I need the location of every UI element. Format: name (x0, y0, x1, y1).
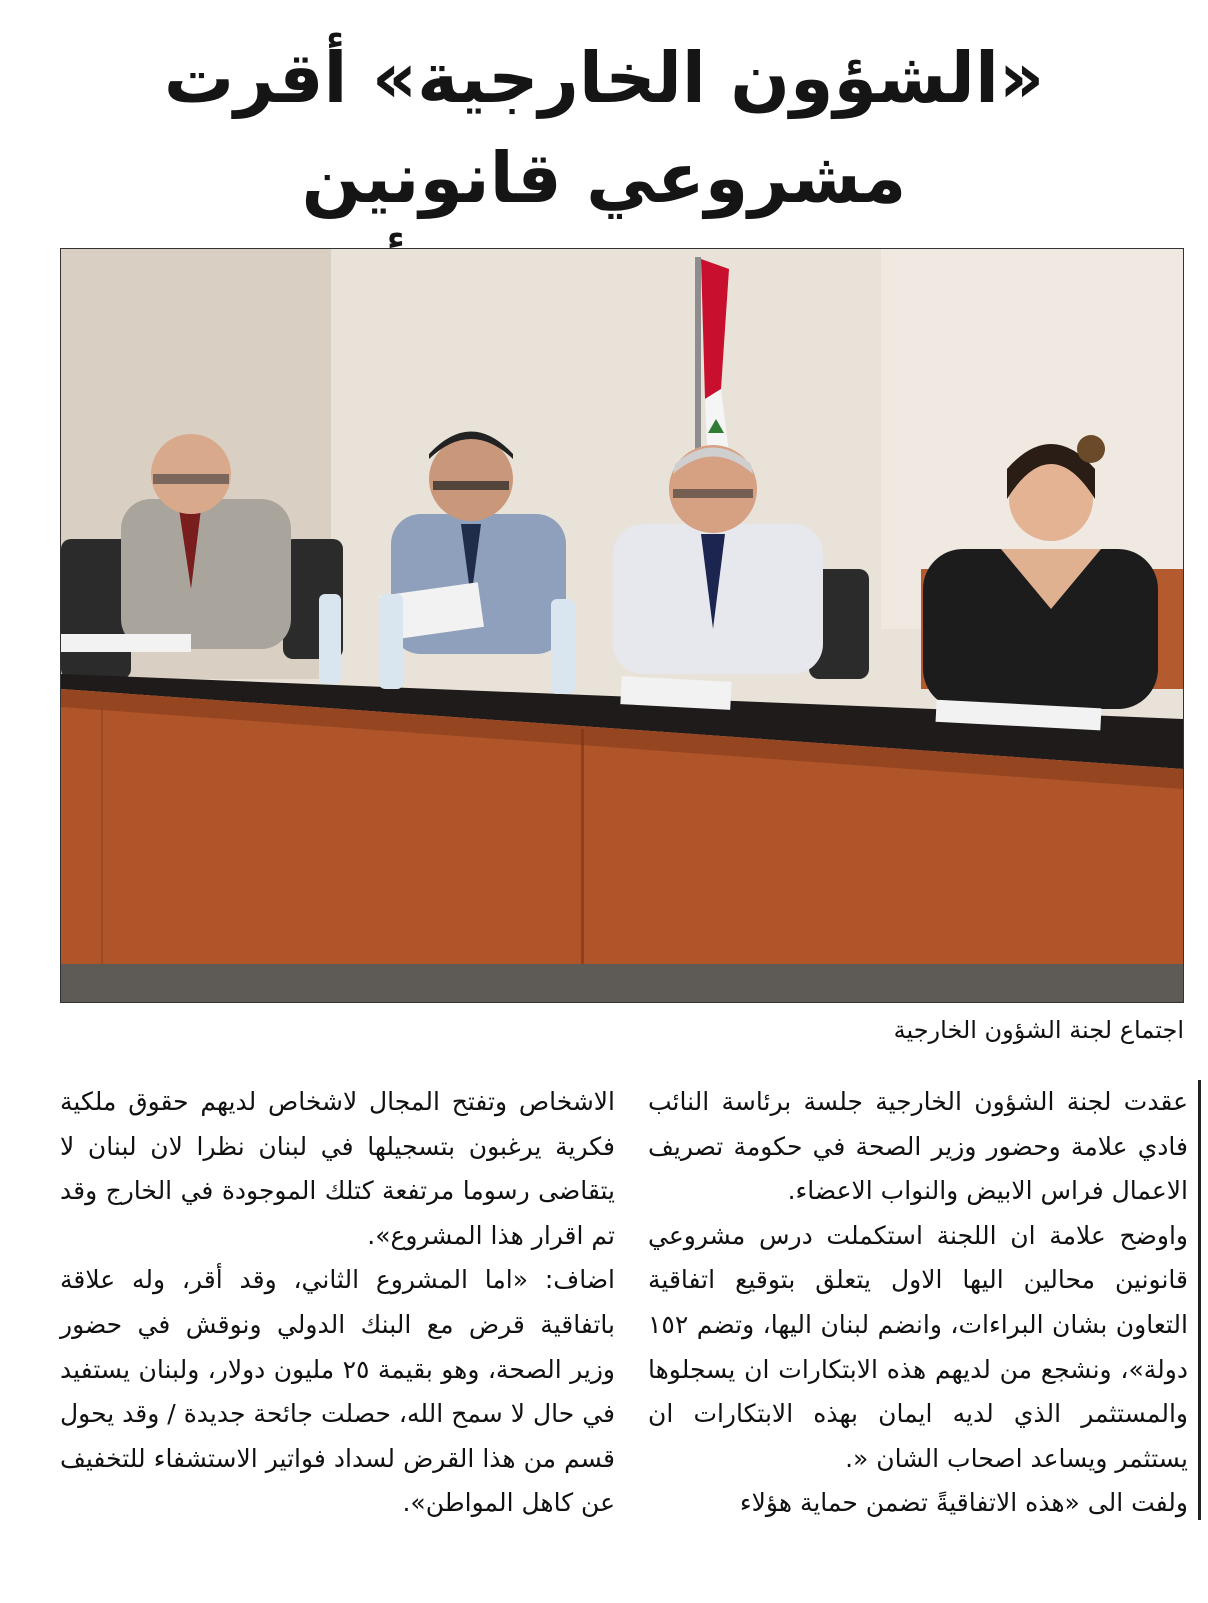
chair (61, 539, 131, 679)
paper (620, 676, 731, 710)
headline-line-1: «الشؤون الخارجية» أقرت مشروعي قانونين (163, 37, 1045, 219)
paragraph: اضاف: «اما المشروع الثاني، وقد أقر، وله علاقة باتفاقية قرض مع البنك الدولي ونوقش في حضور وزير الصحة، وهو بقيمة ٢٥ مليون دولار، ولبنان يستفيد في حال لا سمح الله، حصلت جائحة جديدة / وقد يحول قسم من هذا القرض لسداد فواتير الاستشفاء للتخفيف عن كاهل المواطن». (60, 1265, 616, 1518)
photo-caption: اجتماع لجنة الشؤون الخارجية (893, 1016, 1184, 1044)
water-bottle (551, 599, 575, 694)
article-column-right (648, 1080, 1188, 1526)
meeting-photo (60, 248, 1184, 1003)
floor (61, 964, 1183, 1002)
paragraph: الاشخاص وتفتح المجال لاشخاص لديهم حقوق ملكية فكرية يرغبون بتسجيلها في لبنان نظرا لان لبنان لا يتقاضى رسوما مرتفعة كتلك الموجودة في الخارج وقد تم اقرار هذا المشروع». (60, 1087, 615, 1250)
water-bottle (379, 594, 403, 689)
article-column-left (60, 1080, 615, 1526)
paragraph: ولفت الى «هذه الاتفاقيةً تضمن حماية هؤلاء (739, 1488, 1188, 1518)
water-bottle (319, 594, 341, 684)
paper (61, 634, 191, 652)
paragraph: عقدت لجنة الشؤون الخارجية جلسة برئاسة النائب فادي علامة وحضور وزير الصحة في حكومة تصريف الاعمال فراس الابيض والنواب الاعضاء. (648, 1087, 1188, 1206)
column-divider (1198, 1080, 1201, 1520)
paragraph: واوضح علامة ان اللجنة استكملت درس مشروعي قانونين محالين اليها الاول يتعلق بتوقيع اتفاقية التعاون بشان البراءات، وانضم لبنان اليها، وتضم ١٥٢ دولة»، ونشجع من لديهم هذه الابتكارات ان يسجلوها والمستثمر الذي لديه ايمان بهذه الابتكارات ان يستثمر ويساعد اصحاب الشان «. (648, 1220, 1188, 1473)
meeting-photo-illustration (61, 249, 1183, 1002)
